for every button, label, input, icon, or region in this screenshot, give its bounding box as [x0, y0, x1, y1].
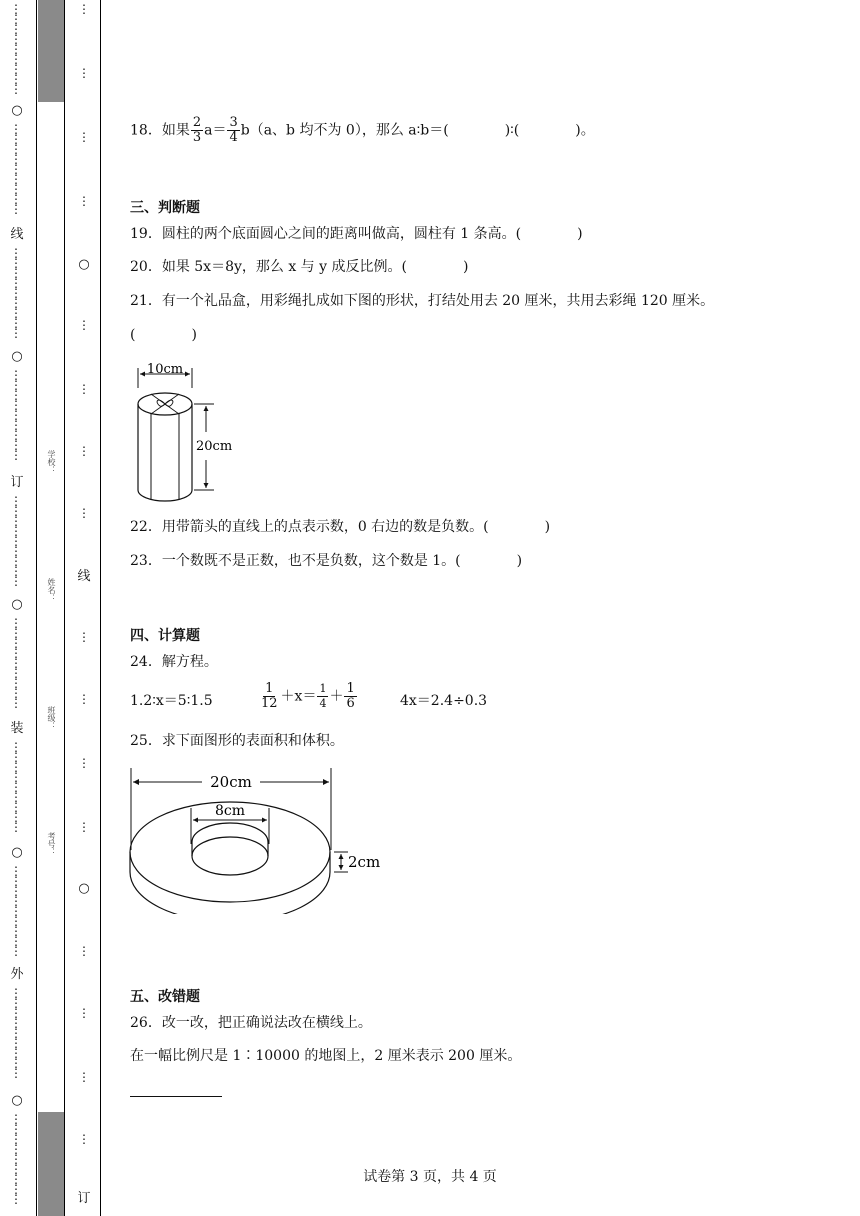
answer-line — [130, 1096, 222, 1097]
question-22: 22．用带箭头的直线上的点表示数，0 右边的数是负数。( ) — [130, 519, 551, 535]
dots-1: ⋮ ⋮ ⋮ ⋮ ⋮ ⋮ ⋮ ⋮ ⋮ — [10, 2, 22, 96]
q18-fraction-1 — [191, 116, 203, 145]
page-footer: 试卷第 3 页，共 4 页 — [363, 1169, 497, 1185]
dots-inner: ⋮ — [78, 756, 90, 770]
circle-mark-icon: ○ — [11, 597, 23, 612]
margin-rule — [64, 0, 65, 1216]
binding-margin-outer — [0, 0, 36, 1216]
dots-2: ⋮ ⋮ ⋮ ⋮ ⋮ ⋮ ⋮ ⋮ ⋮ — [10, 122, 22, 216]
dots-inner: ⋮ — [78, 506, 90, 520]
fig25-inner-label: 8cm — [214, 803, 246, 819]
margin-rule — [36, 0, 37, 1216]
inner-char-ding: 订 — [77, 1191, 91, 1206]
eq2-frac-b-den: 4 — [319, 697, 327, 710]
outer-char-wai: 外 — [10, 967, 24, 982]
circle-mark-icon: ○ — [11, 103, 23, 118]
eq2-frac-c-num: 1 — [346, 681, 355, 696]
eq2-fraction-b — [317, 682, 328, 711]
outer-char-zhuang: 装 — [10, 721, 24, 736]
eq2-mid: ＋x＝ — [280, 688, 317, 705]
dots-inner: ⋮ — [78, 820, 90, 834]
dots-inner: ⋮ — [78, 66, 90, 80]
question-19: 19．圆柱的两个底面圆心之间的距离叫做高，圆柱有 1 条高。( ) — [130, 226, 583, 242]
q18-frac2-den: 4 — [229, 130, 238, 145]
dots-inner: ⋮ — [78, 194, 90, 208]
eq2-frac-a-num: 1 — [265, 681, 274, 696]
section-4-title: 四、计算题 — [130, 628, 200, 644]
q18-tail: b（a、b 均不为 0），那么 a∶b＝( )∶( )。 — [240, 122, 595, 139]
eq2-fraction-a — [259, 682, 280, 711]
question-21-blank: ( ) — [130, 327, 197, 343]
fig25-outer-label: 20cm — [210, 773, 252, 791]
info-label-id: 考号： — [47, 832, 56, 856]
fig25-height-label: 2cm — [348, 853, 381, 871]
dots-inner: ⋮ — [78, 1132, 90, 1146]
question-25: 25．求下面图形的表面积和体积。 — [130, 733, 344, 749]
dots-inner: ⋮ — [78, 1070, 90, 1084]
q24-equation-2 — [258, 682, 358, 711]
question-23: 23．一个数既不是正数，也不是负数，这个数是 1。( ) — [130, 553, 523, 569]
circle-mark-icon: ○ — [11, 349, 23, 364]
q18-mid: a＝ — [204, 122, 227, 139]
dots-3: ⋮ ⋮ ⋮ ⋮ ⋮ ⋮ ⋮ ⋮ ⋮ — [10, 246, 22, 340]
gift-box-cylinder-figure — [130, 360, 240, 506]
dots-inner: ⋮ — [78, 130, 90, 144]
dots-inner: ⋮ — [78, 318, 90, 332]
circle-mark-icon: ○ — [78, 257, 90, 272]
dots-inner: ⋮ — [78, 944, 90, 958]
dots-inner: ⋮ — [78, 630, 90, 644]
q18-number: 18． — [130, 122, 162, 139]
question-21: 21．有一个礼品盒，用彩绳扎成如下图的形状，打结处用去 20 厘米，共用去彩绳 120 厘米。 — [130, 293, 715, 309]
inner-char-xian: 线 — [77, 569, 91, 584]
dots-6: ⋮ ⋮ ⋮ ⋮ ⋮ ⋮ ⋮ ⋮ ⋮ — [10, 616, 22, 710]
q18-frac2-num: 3 — [229, 115, 238, 130]
outer-char-ding: 订 — [10, 475, 24, 490]
q24-equation-1: 1.2∶x＝5∶1.5 — [130, 693, 213, 709]
ring-cylinder-figure — [126, 764, 396, 914]
q18-frac1-den: 3 — [192, 130, 202, 145]
eq2-frac-c-den: 6 — [346, 696, 355, 711]
margin-shade-bottom — [38, 1112, 64, 1216]
eq2-frac-a-den: 12 — [261, 696, 278, 711]
question-26-statement: 在一幅比例尺是 1∶10000 的地图上，2 厘米表示 200 厘米。 — [130, 1048, 522, 1064]
question-24: 24．解方程。 — [130, 654, 218, 670]
circle-mark-icon: ○ — [11, 845, 23, 860]
eq2-fraction-c — [344, 682, 356, 711]
circle-mark-icon: ○ — [78, 881, 90, 896]
binding-margin-inner — [70, 0, 98, 1216]
dots-5: ⋮ ⋮ ⋮ ⋮ ⋮ ⋮ ⋮ ⋮ ⋮ — [10, 494, 22, 588]
q18-frac1-num: 2 — [192, 115, 202, 130]
info-label-name: 姓名： — [47, 578, 56, 602]
dots-inner: ⋮ — [78, 692, 90, 706]
q18-fraction-2 — [227, 116, 239, 145]
dots-10: ⋮ ⋮ ⋮ ⋮ ⋮ ⋮ ⋮ ⋮ ⋮ — [10, 1112, 22, 1206]
dots-inner: ⋮ — [78, 444, 90, 458]
section-5-title: 五、改错题 — [130, 989, 200, 1005]
dots-inner: ⋮ — [78, 382, 90, 396]
margin-shade-top — [38, 0, 64, 102]
eq2-frac-b-num: 1 — [319, 682, 327, 695]
circle-mark-icon: ○ — [11, 1093, 23, 1108]
section-3-title: 三、判断题 — [130, 200, 200, 216]
question-26: 26．改一改，把正确说法改在横线上。 — [130, 1015, 372, 1031]
dots-inner: ⋮ — [78, 1006, 90, 1020]
dots-7: ⋮ ⋮ ⋮ ⋮ ⋮ ⋮ ⋮ ⋮ ⋮ — [10, 740, 22, 834]
dots-9: ⋮ ⋮ ⋮ ⋮ ⋮ ⋮ ⋮ ⋮ ⋮ — [10, 986, 22, 1080]
dots-8: ⋮ ⋮ ⋮ ⋮ ⋮ ⋮ ⋮ ⋮ ⋮ — [10, 864, 22, 958]
info-label-school: 学校： — [47, 450, 56, 474]
question-18 — [130, 116, 595, 145]
info-label-class: 班级： — [47, 706, 56, 730]
fig21-width-label: 10cm — [146, 362, 184, 377]
margin-rule — [100, 0, 101, 1216]
q24-equation-3: 4x＝2.4÷0.3 — [400, 693, 488, 709]
dots-4: ⋮ ⋮ ⋮ ⋮ ⋮ ⋮ ⋮ ⋮ ⋮ — [10, 368, 22, 462]
eq2-plus: ＋ — [329, 688, 344, 705]
outer-char-xian: 线 — [10, 227, 24, 242]
fig21-height-label: 20cm — [196, 439, 233, 454]
question-20: 20．如果 5x＝8y，那么 x 与 y 成反比例。( ) — [130, 259, 469, 275]
dots-inner: ⋮ — [78, 2, 90, 16]
q18-lead: 如果 — [161, 122, 190, 139]
